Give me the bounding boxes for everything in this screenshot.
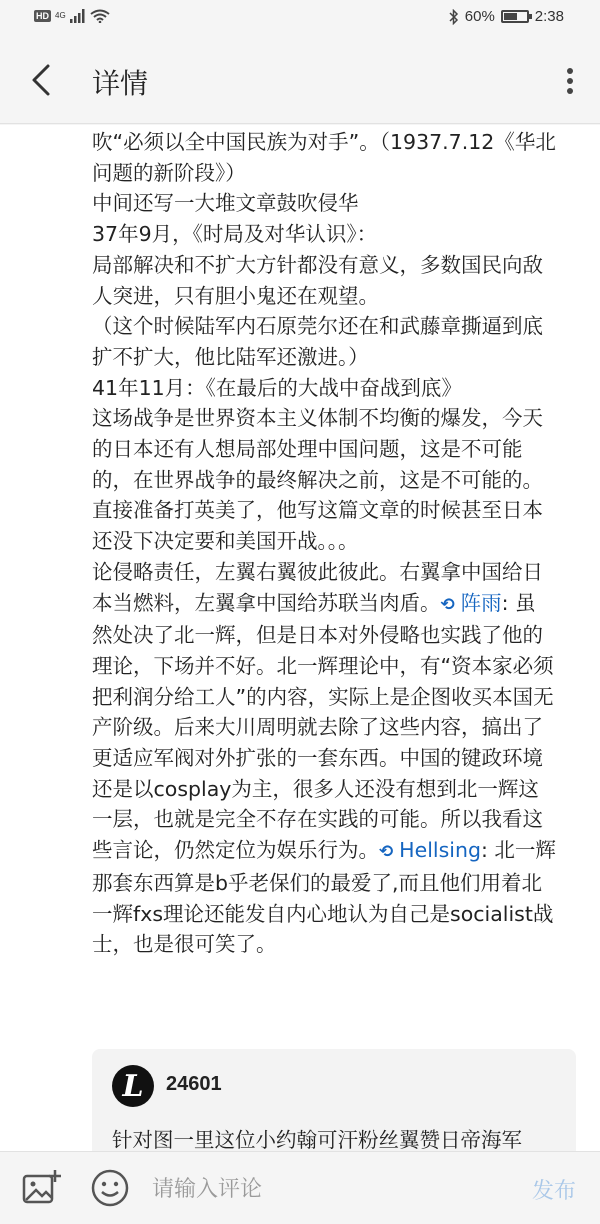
retweet-icon: ⟲ [440,594,461,615]
text-line: 还没下决定要和美国开战。。。 [92,529,359,554]
detail-content[interactable] [0,125,600,1151]
more-options-icon[interactable] [562,64,578,98]
emoji-icon[interactable] [90,1168,130,1208]
more-dot [567,88,573,94]
text-line: （这个时候陆军内石原莞尔还在和武藤章撕逼到底 [92,314,543,339]
text-line: 一辉fxs理论还能发自内心地认为自己是socialist战 [92,901,554,926]
text-line: 然处决了北一辉，但是日本对外侵略也实践了他的 [92,623,543,648]
post-body [92,127,584,960]
text-line: 一层，也就是完全不存在实践的可能。所以我看这 [92,807,543,832]
text-line: 的，在世界战争的最终解决之前，这是不可能的。 [92,467,543,492]
battery-fill [504,13,517,20]
clock: 2:38 [534,8,564,25]
text-line: 37年9月，《时局及对华认识》： [92,222,378,247]
text-segment: : 北一辉 [480,838,556,863]
battery-icon [501,10,529,23]
text-line: 的日本还有人想局部处理中国问题，这是不可能 [92,437,523,462]
retweet-icon: ⟲ [379,842,400,863]
text-line-with-mention [92,588,584,621]
hd-badge: HD [36,11,49,21]
text-line: 中间还写一大堆文章鼓吹侵华 [92,191,359,216]
more-dot [567,68,573,74]
text-line: 问题的新阶段》） [92,160,246,185]
text-line: 这场战争是世界资本主义体制不均衡的爆发，今天 [92,406,543,431]
avatar[interactable]: L [112,1065,154,1107]
mention-name: 阵雨 [460,590,502,615]
text-line: 直接准备打英美了，他写这篇文章的时候甚至日本 [92,498,543,523]
status-right [449,8,564,25]
text-line: 还是以cosplay为主，很多人还没有想到北一辉这 [92,776,539,801]
battery-percent: 60% [464,8,495,25]
comment-bar [0,1151,600,1224]
comment-input[interactable] [152,1172,492,1206]
more-dot [567,78,573,84]
text-line: 把利润分给工人”的内容，实际上是企图收买本国无 [92,684,554,709]
text-line-with-mention [92,835,584,868]
text-line: 局部解决和不扩大方针都没有意义，多数国民向敌 [92,252,543,277]
text-line: 41年11月：《在最后的大战中奋战到底》 [92,375,462,400]
wifi-icon [90,9,110,23]
text-segment: : 虽 [501,590,536,615]
app-bar [0,36,600,124]
back-arrow-icon[interactable] [26,62,58,98]
text-line: 论侵略责任，左翼右翼彼此彼此。右翼拿中国给日 [92,559,543,584]
text-line: 人突进，只有胆小鬼还在观望。 [92,283,379,308]
text-line: 扩不扩大，他比陆军还激进。） [92,344,369,369]
add-image-icon[interactable] [22,1168,62,1206]
quoted-text: 针对图一里这位小约翰可汗粉丝翼赞日帝海军 [112,1128,522,1151]
text-line: 产阶级。后来大川周明就去除了这些内容，搞出了 [92,715,543,740]
network-type: 4G [55,11,66,20]
quoted-post-card[interactable] [92,1049,576,1151]
page-title: 详情 [92,67,149,100]
bluetooth-icon [449,9,459,25]
text-line: 理论，下场并不好。北一辉理论中，有“资本家必须 [92,653,554,678]
quoted-username[interactable]: 24601 [166,1073,222,1095]
mention-link-hellsing[interactable] [379,838,481,862]
text-line: 那套东西算是b乎老保们的最爱了,而且他们用着北 [92,870,543,895]
status-left [34,9,110,23]
text-segment: 本当燃料，左翼拿中国给苏联当肉盾。 [92,590,441,615]
text-line: 更适应军阀对外扩张的一套东西。中国的键政环境 [92,746,543,771]
text-segment: 些言论，仍然定位为娱乐行为。 [92,838,379,863]
signal-icon [70,9,86,23]
mention-name: Hellsing [399,838,481,863]
mention-link-zhenyu[interactable] [441,591,502,615]
publish-button[interactable]: 发布 [532,1174,576,1205]
text-line: 士，也是很可笑了。 [92,932,277,957]
status-bar [0,0,600,36]
text-line: 吹“必须以全中国民族为对手”。（1937.7.12《华北 [92,130,556,154]
